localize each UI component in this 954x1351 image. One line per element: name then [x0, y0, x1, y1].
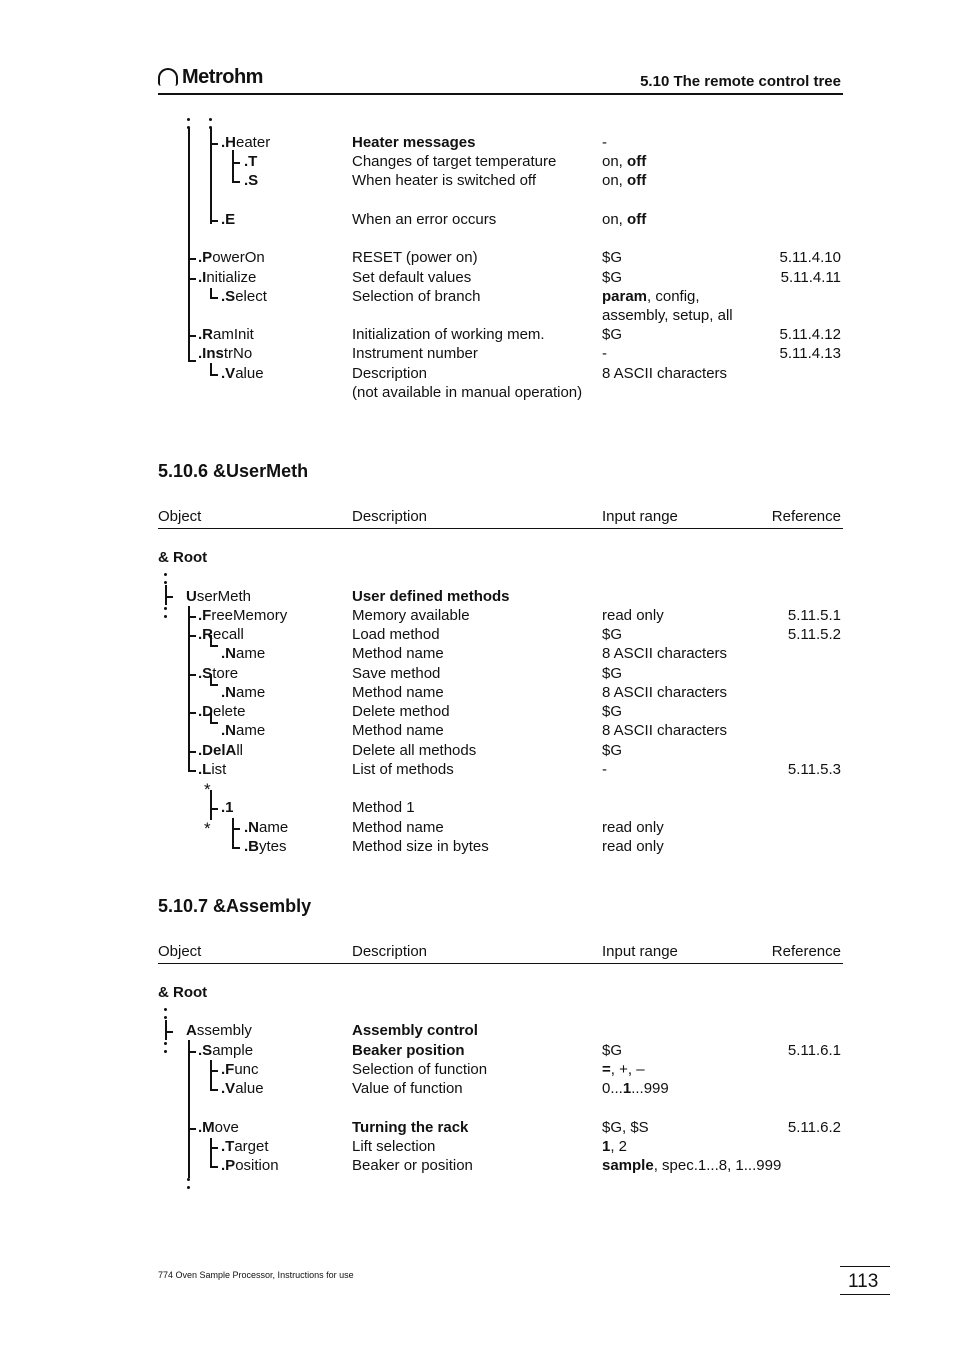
object-cell [198, 268, 256, 287]
text-segment: $G [602, 1042, 623, 1059]
description-cell [352, 1060, 487, 1079]
text-segment: nitialize [206, 269, 257, 286]
description-cell [352, 587, 510, 606]
omega-icon [158, 68, 178, 86]
text-segment: Method name [352, 819, 444, 836]
text-segment: arget [234, 1138, 269, 1155]
description-cell [352, 152, 556, 171]
table-row [0, 837, 954, 856]
text-segment: List of methods [352, 761, 454, 778]
reference-cell: 5.11.4.10 [779, 249, 841, 266]
text-segment: tore [212, 665, 239, 682]
object-cell [198, 760, 226, 779]
text-segment: .Ins [198, 345, 224, 362]
text-segment: Description [352, 365, 428, 382]
description-cell [352, 1156, 473, 1175]
table-row [0, 625, 954, 644]
col-range: Input range [602, 943, 678, 960]
text-segment: 8 ASCII characters [602, 722, 728, 739]
text-segment: .H [221, 134, 236, 151]
description-cell [352, 248, 478, 267]
reference-cell: 5.11.5.1 [787, 607, 841, 624]
text-segment: RESET (power on) [352, 249, 478, 266]
description-cell [352, 287, 480, 306]
text-segment: .R [198, 326, 213, 343]
continuation-dots [187, 1178, 190, 1181]
usermeth-root: & Root [158, 549, 208, 566]
object-cell [221, 1079, 264, 1098]
description-cell [352, 171, 536, 190]
object-cell [198, 344, 252, 363]
range-cell [602, 344, 607, 363]
object-cell [198, 1118, 239, 1137]
range-cell [602, 364, 727, 383]
range-cell [602, 664, 622, 683]
text-segment: .N [221, 645, 236, 662]
description-cell [352, 325, 545, 344]
continuation-dots [187, 118, 190, 121]
range-cell [602, 1156, 781, 1175]
text-segment: ample [212, 1042, 254, 1059]
continuation-dots [164, 1016, 167, 1019]
range-cell [602, 683, 727, 702]
text-segment: $G [602, 703, 623, 720]
page-number: 113 [848, 1271, 879, 1292]
object-cell [221, 133, 270, 152]
text-segment: , +, – [610, 1061, 645, 1078]
range-cell [602, 287, 700, 306]
text-segment: on, [602, 153, 628, 170]
range-cell [602, 1137, 627, 1156]
description-cell [352, 606, 470, 625]
text-segment: alue [235, 1080, 264, 1097]
description-cell [352, 760, 454, 779]
description-cell [352, 364, 427, 383]
text-segment: Lift selection [352, 1138, 436, 1155]
object-cell [198, 625, 244, 644]
reference-cell: 5.11.5.2 [787, 626, 841, 643]
text-segment: .F [198, 607, 212, 624]
text-segment: Set default values [352, 269, 472, 286]
object-cell [221, 721, 265, 740]
brand-logo: Metrohm [158, 66, 263, 89]
table-row [0, 798, 954, 817]
table-row [0, 1137, 954, 1156]
text-segment: - [602, 761, 607, 778]
table-row [0, 664, 954, 683]
table-row [0, 702, 954, 721]
text-segment: elect [235, 288, 267, 305]
text-segment: Delete all methods [352, 742, 477, 759]
range-cell [602, 1118, 649, 1137]
usermeth-header-rule [158, 528, 843, 529]
range-cell [602, 325, 622, 344]
table-row [0, 606, 954, 625]
continuation-dots [164, 581, 167, 584]
object-cell [186, 1021, 252, 1040]
col-description: Description [352, 508, 428, 525]
text-segment: $G [602, 326, 623, 343]
table-row [0, 1021, 954, 1040]
text-segment: Method name [352, 645, 444, 662]
text-segment: Method 1 [352, 799, 415, 816]
object-cell [198, 248, 265, 267]
text-segment: Value of function [352, 1080, 463, 1097]
text-segment: Initialization of working mem. [352, 326, 545, 343]
text-segment: Changes of target temperature [352, 153, 557, 170]
object-cell [186, 587, 251, 606]
text-segment: 1 [602, 1138, 611, 1155]
text-segment: ame [236, 684, 266, 701]
text-segment: 0... [602, 1080, 623, 1097]
text-segment: .E [221, 211, 236, 228]
text-segment: , config, [647, 288, 700, 305]
col-range: Input range [602, 508, 678, 525]
reference-cell: 5.11.4.13 [779, 345, 841, 362]
page-number-rule-top [840, 1266, 890, 1267]
range-cell [602, 1041, 622, 1060]
text-segment: owerOn [212, 249, 265, 266]
description-cell [352, 268, 471, 287]
description-cell [352, 133, 475, 152]
range-cell [602, 133, 607, 152]
object-cell [221, 798, 234, 817]
text-segment: .N [221, 684, 236, 701]
text-segment: , 2 [610, 1138, 628, 1155]
description-cell [352, 1137, 435, 1156]
description-cell [352, 625, 440, 644]
continuation-dots [187, 1186, 190, 1189]
assembly-header-rule [158, 963, 843, 964]
table-row [0, 383, 954, 402]
table-row [0, 587, 954, 606]
table-row [0, 760, 954, 779]
text-segment: Selection of function [352, 1061, 488, 1078]
text-segment: .I [198, 269, 207, 286]
object-cell [244, 818, 288, 837]
text-segment: - [602, 345, 607, 362]
object-cell [198, 606, 287, 625]
object-cell [198, 664, 238, 683]
text-segment: 8 ASCII characters [602, 645, 728, 662]
table-row [0, 1041, 954, 1060]
table-row [0, 1156, 954, 1175]
reference-cell: 5.11.4.12 [779, 326, 841, 343]
range-cell [602, 152, 646, 171]
text-segment: .S [221, 288, 236, 305]
text-segment: $G [602, 742, 623, 759]
object-cell [221, 1137, 269, 1156]
text-segment: ytes [259, 838, 287, 855]
range-cell [602, 1060, 645, 1079]
text-segment: Save method [352, 665, 441, 682]
object-cell [198, 1041, 253, 1060]
continuation-dots [164, 1008, 167, 1011]
text-segment: ame [236, 645, 266, 662]
text-segment: Beaker or position [352, 1157, 473, 1174]
range-cell [602, 171, 646, 190]
description-cell [352, 664, 440, 683]
table-row [0, 210, 954, 229]
text-segment: assembly, setup, all [602, 307, 733, 324]
text-segment: 1 [622, 1080, 632, 1097]
page-number-rule-bottom [840, 1294, 890, 1295]
text-segment: .1 [221, 799, 234, 816]
text-segment: Memory available [352, 607, 470, 624]
text-segment: .S [244, 172, 259, 189]
object-cell [221, 644, 265, 663]
table-row [0, 344, 954, 363]
reference-cell: 5.11.6.2 [787, 1119, 841, 1136]
text-segment: 8 ASCII characters [602, 684, 728, 701]
text-segment: .L [198, 761, 212, 778]
description-cell [352, 1021, 478, 1040]
text-segment: Instrument number [352, 345, 478, 362]
text-segment: $G [602, 665, 623, 682]
table-row [0, 1060, 954, 1079]
text-segment: , spec.1...8, 1...999 [653, 1157, 782, 1174]
text-segment: off [627, 211, 647, 228]
description-cell [352, 210, 496, 229]
range-cell [602, 210, 646, 229]
wildcard-star-2: * [204, 819, 211, 838]
text-segment: Beaker position [352, 1042, 465, 1059]
col-object: Object [158, 508, 202, 525]
description-cell [352, 344, 478, 363]
col-description: Description [352, 943, 428, 960]
text-segment: read only [602, 838, 664, 855]
text-segment: Turning the rack [352, 1119, 469, 1136]
section-title-usermeth: 5.10.6 &UserMeth [158, 461, 309, 481]
range-cell [602, 306, 733, 325]
text-segment: amInit [213, 326, 254, 343]
table-row [0, 152, 954, 171]
text-segment: A [186, 1022, 197, 1039]
text-segment: .T [221, 1138, 235, 1155]
text-segment: osition [235, 1157, 279, 1174]
text-segment: Method name [352, 722, 444, 739]
description-cell [352, 837, 489, 856]
range-cell [602, 625, 622, 644]
table-row [0, 683, 954, 702]
text-segment: Assembly control [352, 1022, 478, 1039]
description-cell [352, 702, 450, 721]
range-cell [602, 741, 622, 760]
object-cell [198, 741, 243, 760]
range-cell [602, 644, 727, 663]
description-cell [352, 383, 582, 402]
description-cell [352, 818, 444, 837]
range-cell [602, 818, 664, 837]
text-segment: trNo [223, 345, 253, 362]
col-object: Object [158, 943, 202, 960]
object-cell [244, 837, 287, 856]
table-row [0, 364, 954, 383]
text-segment: .P [198, 249, 213, 266]
text-segment: on, [602, 172, 628, 189]
table-row [0, 133, 954, 152]
text-segment: reeMemory [211, 607, 288, 624]
description-cell [352, 798, 415, 817]
text-segment: $G [602, 626, 623, 643]
reference-cell: 5.11.5.3 [787, 761, 841, 778]
text-segment: .DelA [198, 742, 237, 759]
table-row [0, 325, 954, 344]
reference-cell: 5.11.4.11 [780, 269, 841, 286]
range-cell [602, 606, 664, 625]
text-segment: ssembly [196, 1022, 252, 1039]
range-cell [602, 702, 622, 721]
text-segment: User defined methods [352, 588, 510, 605]
table-row [0, 644, 954, 663]
object-cell [221, 210, 235, 229]
text-segment: - [602, 134, 607, 151]
table-row [0, 248, 954, 267]
text-segment: elete [213, 703, 246, 720]
text-segment: Method name [352, 684, 444, 701]
range-cell [602, 1079, 669, 1098]
text-segment: eater [236, 134, 271, 151]
text-segment: 8 ASCII characters [602, 365, 728, 382]
text-segment: param [602, 288, 648, 305]
text-segment: ame [236, 722, 266, 739]
text-segment: Selection of branch [352, 288, 481, 305]
text-segment: sample [602, 1157, 654, 1174]
text-segment: on, [602, 211, 628, 228]
object-cell [221, 1060, 259, 1079]
text-segment: Heater messages [352, 134, 476, 151]
text-segment: When heater is switched off [352, 172, 536, 189]
text-segment: U [186, 588, 197, 605]
text-segment: .V [221, 1080, 236, 1097]
text-segment: .N [244, 819, 259, 836]
header-rule [158, 93, 843, 95]
text-segment: .S [198, 665, 213, 682]
text-segment: Method size in bytes [352, 838, 489, 855]
description-cell [352, 1118, 468, 1137]
footer-doc-title: 774 Oven Sample Processor, Instructions for use [158, 1270, 354, 1280]
description-cell [352, 1041, 465, 1060]
text-segment: .V [221, 365, 236, 382]
range-cell [602, 760, 607, 779]
object-cell [198, 702, 246, 721]
table-row [0, 287, 954, 306]
table-row [0, 268, 954, 287]
col-reference: Reference [771, 943, 841, 960]
text-segment: ...999 [631, 1080, 669, 1097]
text-segment: serMeth [196, 588, 252, 605]
table-row [0, 721, 954, 740]
assembly-root: & Root [158, 984, 208, 1001]
text-segment: .B [244, 838, 259, 855]
object-cell [221, 287, 267, 306]
range-cell [602, 837, 664, 856]
object-cell [221, 683, 265, 702]
text-segment: off [627, 172, 647, 189]
description-cell [352, 1079, 463, 1098]
table-row [0, 1079, 954, 1098]
text-segment: Delete method [352, 703, 450, 720]
table-row [0, 171, 954, 190]
text-segment: .T [244, 153, 258, 170]
table-row [0, 741, 954, 760]
range-cell [602, 268, 622, 287]
continuation-dots [164, 573, 167, 576]
range-cell [602, 248, 622, 267]
object-cell [198, 325, 254, 344]
text-segment: read only [602, 607, 664, 624]
object-cell [244, 171, 258, 190]
text-segment: When an error occurs [352, 211, 497, 228]
description-cell [352, 644, 444, 663]
text-segment: .D [198, 703, 213, 720]
description-cell [352, 683, 444, 702]
text-segment: unc [234, 1061, 259, 1078]
description-cell [352, 721, 444, 740]
text-segment: .P [221, 1157, 236, 1174]
range-cell [602, 721, 727, 740]
text-segment: ecall [213, 626, 244, 643]
text-segment: Load method [352, 626, 440, 643]
table-row [0, 306, 954, 325]
text-segment: .F [221, 1061, 235, 1078]
text-segment: ame [259, 819, 289, 836]
object-cell [221, 364, 264, 383]
text-segment: .M [198, 1119, 215, 1136]
table-row [0, 818, 954, 837]
description-cell [352, 741, 476, 760]
text-segment: ove [214, 1119, 239, 1136]
table-row [0, 1118, 954, 1137]
usermeth-column-headers [0, 508, 954, 528]
text-segment: read only [602, 819, 664, 836]
wildcard-star-1: * [204, 780, 211, 799]
col-reference: Reference [771, 508, 841, 525]
text-segment: (not available in manual operation) [352, 384, 583, 401]
text-segment: ist [211, 761, 227, 778]
section-title-assembly: 5.10.7 &Assembly [158, 896, 312, 916]
text-segment: alue [235, 365, 264, 382]
text-segment: ll [236, 742, 244, 759]
reference-cell: 5.11.6.1 [787, 1042, 841, 1059]
text-segment: $G [602, 269, 623, 286]
object-cell [221, 1156, 279, 1175]
assembly-column-headers [0, 943, 954, 963]
text-segment: .S [198, 1042, 213, 1059]
text-segment: .N [221, 722, 236, 739]
text-segment: = [602, 1061, 611, 1078]
object-cell [244, 152, 257, 171]
text-segment: $G [602, 249, 623, 266]
text-segment: $G, $S [602, 1119, 649, 1136]
text-segment: .R [198, 626, 213, 643]
text-segment: off [627, 153, 647, 170]
continuation-dots [209, 118, 212, 121]
running-header: 5.10 The remote control tree [640, 73, 841, 90]
